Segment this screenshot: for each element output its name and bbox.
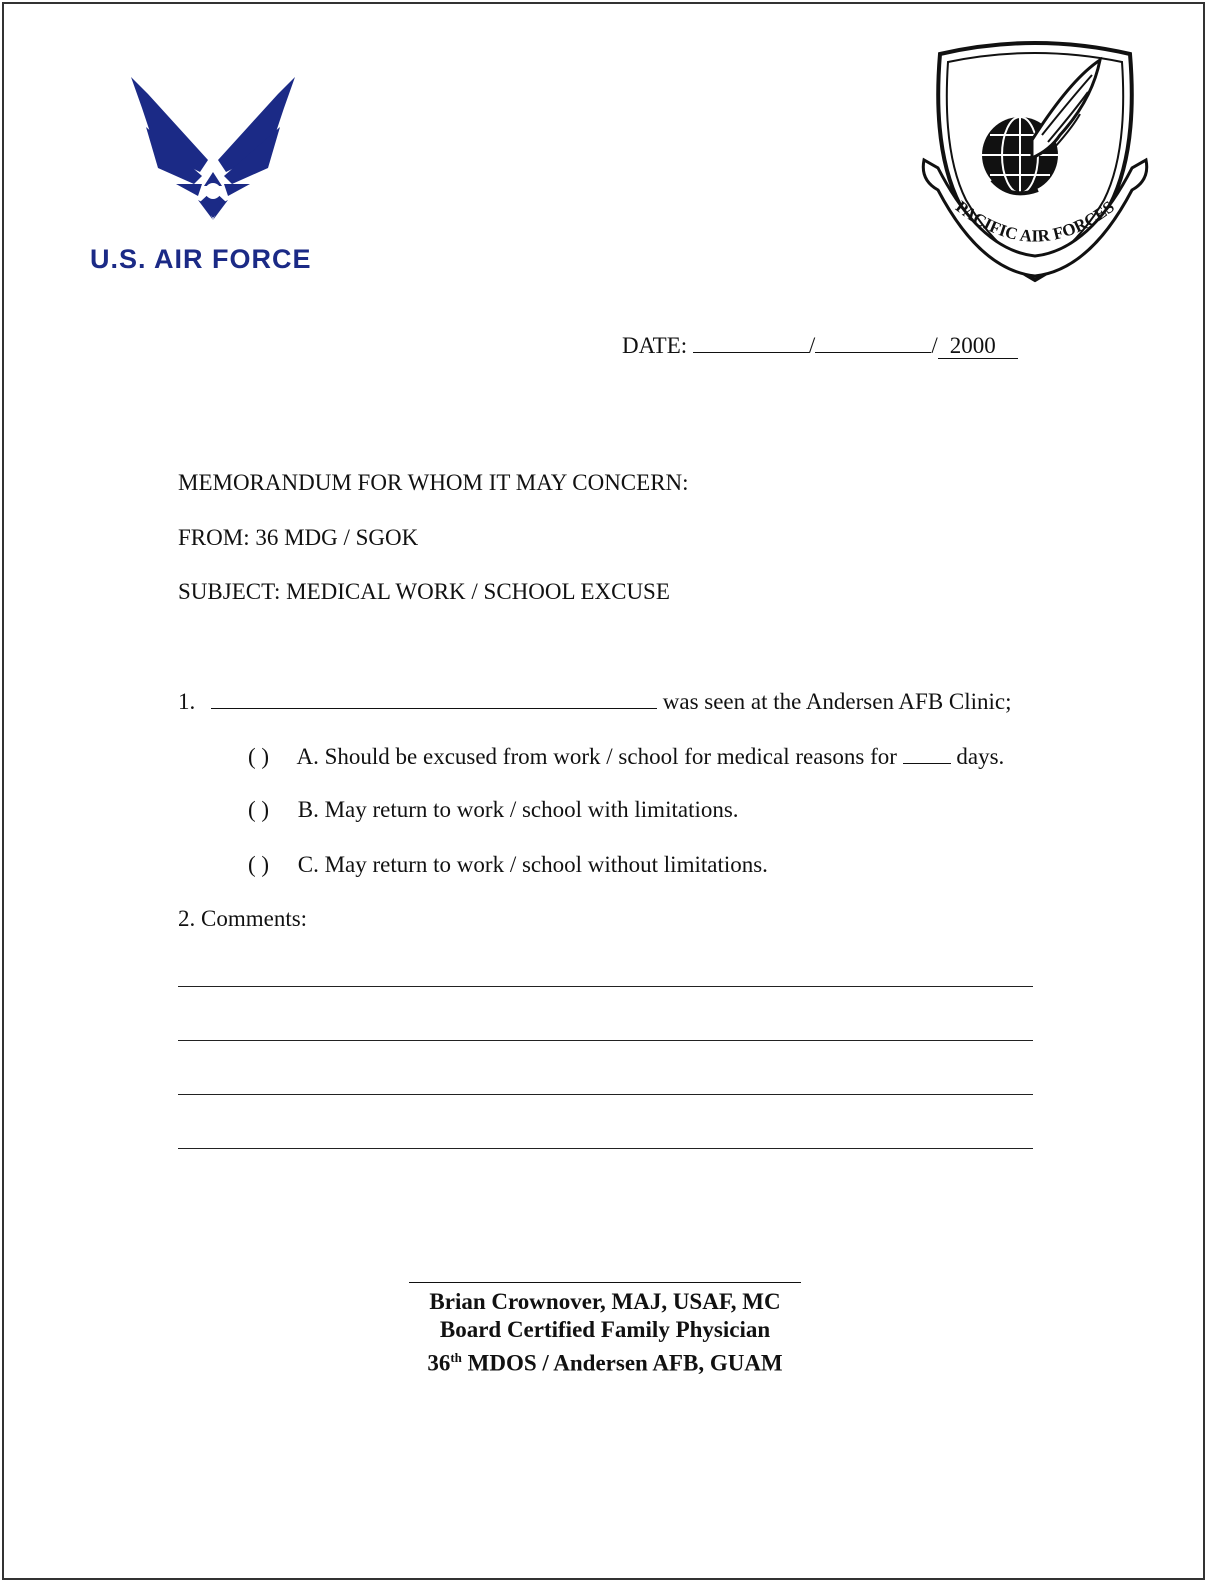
signer-unit	[300, 1344, 910, 1378]
unit-number: 36	[427, 1350, 451, 1376]
date-day-blank	[815, 332, 931, 353]
signature-block	[300, 1288, 910, 1378]
option-c-checkbox: ( )	[248, 852, 270, 877]
signer-name: Brian Crownover, MAJ, USAF, MC	[429, 1289, 781, 1314]
memorandum-line: MEMORANDUM FOR WHOM IT MAY CONCERN:	[178, 470, 689, 495]
option-c-text: C. May return to work / school without limitations.	[297, 852, 768, 877]
usaf-wings-star-icon	[128, 72, 298, 224]
subject-line: SUBJECT: MEDICAL WORK / SCHOOL EXCUSE	[178, 579, 670, 604]
comment-line	[178, 1040, 1033, 1041]
date-label: DATE:	[622, 333, 688, 358]
option-a-text: A. Should be excused from work / school for medical reasons for	[296, 744, 897, 769]
item-1-text: was seen at the Andersen AFB Clinic;	[662, 689, 1012, 714]
date-line: DATE: / / 2000	[622, 332, 1018, 359]
option-a-checkbox: ( )	[248, 744, 270, 769]
comment-line	[178, 1148, 1033, 1149]
option-c	[248, 852, 768, 878]
date-year: 2000	[938, 333, 1018, 359]
date-month-blank	[693, 332, 809, 353]
unit-rest: MDOS / Andersen AFB, GUAM	[461, 1350, 783, 1376]
comment-line	[178, 986, 1033, 987]
unit-superscript: th	[450, 1350, 462, 1365]
days-blank	[903, 743, 951, 764]
pacaf-globe-wing-shield-icon	[920, 40, 1150, 288]
option-a	[248, 743, 1004, 770]
option-a-days: days.	[956, 744, 1005, 769]
comments-label: 2. Comments:	[178, 906, 308, 931]
comment-line	[178, 1094, 1033, 1095]
usaf-wordmark: U.S. AIR FORCE	[90, 244, 312, 274]
item-1-number: 1.	[178, 689, 196, 714]
option-b-text: B. May return to work / school with limitations.	[297, 797, 739, 822]
signer-title: Board Certified Family Physician	[439, 1317, 771, 1342]
signature-rule	[409, 1282, 801, 1283]
option-b-checkbox: ( )	[248, 797, 270, 822]
patient-name-blank	[211, 688, 657, 709]
option-b	[248, 797, 739, 823]
from-line: FROM: 36 MDG / SGOK	[178, 525, 419, 550]
item-1	[178, 688, 1012, 715]
pacaf-seal-text: PACIFIC AIR FORCES	[951, 197, 1119, 246]
